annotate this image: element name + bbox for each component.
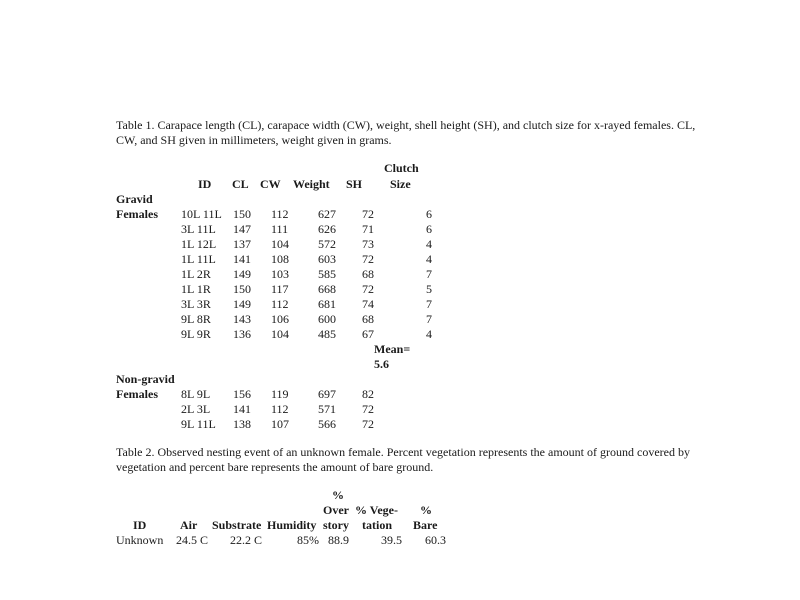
gravid-cell-id: 3L 11L (181, 222, 216, 236)
t2-header-bare-line1: % (420, 503, 432, 517)
nongravid-cell-id: 8L 9L (181, 387, 211, 401)
nongravid-label: Non-gravid (116, 372, 175, 386)
nongravid-cell-weight: 697 (318, 387, 336, 401)
t1-header-sh: SH (346, 177, 363, 191)
gravid-cell-sh: 68 (362, 312, 374, 326)
nongravid-cell-cl: 138 (233, 417, 251, 431)
gravid-cell-sh: 74 (362, 297, 374, 311)
gravid-cell-cw: 104 (271, 237, 289, 251)
gravid-cell-sh: 73 (362, 237, 374, 251)
t1-header-cl: CL (232, 177, 249, 191)
gravid-cell-clutch: 7 (426, 267, 432, 281)
gravid-cell-cw: 108 (271, 252, 289, 266)
gravid-cell-sh: 68 (362, 267, 374, 281)
gravid-cell-id: 1L 1R (181, 282, 211, 296)
gravid-cell-id: 1L 2R (181, 267, 211, 281)
gravid-cell-clutch: 7 (426, 297, 432, 311)
gravid-cell-sh: 72 (362, 252, 374, 266)
gravid-cell-sh: 71 (362, 222, 374, 236)
gravid-cell-cw: 112 (271, 297, 289, 311)
t2-header-overstory-line3: story (323, 518, 349, 532)
gravid-cell-id: 9L 8R (181, 312, 211, 326)
t2-cell-vegetation: 39.5 (381, 533, 402, 547)
t2-cell-id: Unknown (116, 533, 164, 547)
nongravid-cell-cl: 156 (233, 387, 251, 401)
nongravid-cell-sh: 72 (362, 402, 374, 416)
gravid-cell-id: 10L 11L (181, 207, 222, 221)
t1-header-clutch-line2: Size (390, 177, 411, 191)
gravid-cell-weight: 485 (318, 327, 336, 341)
gravid-cell-cw: 117 (271, 282, 289, 296)
t2-header-overstory-line2: Over (323, 503, 349, 517)
gravid-cell-sh: 72 (362, 207, 374, 221)
gravid-cell-cw: 103 (271, 267, 289, 281)
gravid-cell-weight: 681 (318, 297, 336, 311)
t1-header-clutch-line1: Clutch (384, 161, 419, 175)
nongravid-cell-sh: 82 (362, 387, 374, 401)
gravid-label-2: Females (116, 207, 158, 221)
nongravid-cell-weight: 571 (318, 402, 336, 416)
gravid-cell-cl: 137 (233, 237, 251, 251)
gravid-cell-clutch: 5 (426, 282, 432, 296)
t1-header-id: ID (198, 177, 212, 191)
gravid-cell-cl: 150 (233, 207, 251, 221)
gravid-cell-cl: 149 (233, 297, 251, 311)
gravid-cell-clutch: 4 (426, 237, 432, 251)
gravid-cell-cw: 106 (271, 312, 289, 326)
gravid-cell-clutch: 4 (426, 252, 432, 266)
gravid-cell-cw: 111 (271, 222, 289, 236)
t1-header-weight: Weight (293, 177, 330, 191)
t2-header-humidity: Humidity (267, 518, 317, 532)
gravid-cell-clutch: 4 (426, 327, 432, 341)
t2-cell-overstory: 88.9 (328, 533, 349, 547)
nongravid-cell-cl: 141 (233, 402, 251, 416)
gravid-cell-weight: 668 (318, 282, 336, 296)
gravid-cell-id: 1L 12L (181, 237, 217, 251)
t2-header-id: ID (133, 518, 147, 532)
gravid-cell-cl: 149 (233, 267, 251, 281)
t1-header-cw: CW (260, 177, 281, 191)
gravid-cell-cl: 141 (233, 252, 251, 266)
gravid-cell-cl: 143 (233, 312, 251, 326)
gravid-cell-id: 3L 3R (181, 297, 211, 311)
t2-cell-substrate: 22.2 C (230, 533, 263, 547)
nongravid-label-2: Females (116, 387, 158, 401)
gravid-cell-id: 1L 11L (181, 252, 216, 266)
gravid-cell-cw: 104 (271, 327, 289, 341)
mean-value: 5.6 (374, 357, 389, 371)
gravid-cell-weight: 627 (318, 207, 336, 221)
t2-header-vegetation-line1: % Vege- (355, 503, 398, 517)
gravid-cell-clutch: 7 (426, 312, 432, 326)
nongravid-cell-id: 2L 3L (181, 402, 211, 416)
gravid-cell-clutch: 6 (426, 222, 432, 236)
gravid-cell-weight: 603 (318, 252, 336, 266)
t2-header-substrate: Substrate (212, 518, 262, 532)
t2-cell-bare: 60.3 (425, 533, 446, 547)
gravid-cell-weight: 572 (318, 237, 336, 251)
t2-cell-air: 24.5 C (176, 533, 209, 547)
gravid-cell-cl: 136 (233, 327, 251, 341)
gravid-cell-id: 9L 9R (181, 327, 211, 341)
gravid-cell-weight: 585 (318, 267, 336, 281)
t2-header-overstory-line1: % (332, 488, 344, 502)
nongravid-cell-sh: 72 (362, 417, 374, 431)
gravid-label: Gravid (116, 192, 153, 206)
t2-cell-humidity: 85% (297, 533, 319, 547)
gravid-cell-cl: 150 (233, 282, 251, 296)
nongravid-cell-id: 9L 11L (181, 417, 216, 431)
gravid-cell-weight: 626 (318, 222, 336, 236)
gravid-cell-sh: 72 (362, 282, 374, 296)
nongravid-cell-cw: 107 (271, 417, 289, 431)
nongravid-cell-cw: 112 (271, 402, 289, 416)
nongravid-cell-weight: 566 (318, 417, 336, 431)
table1-caption: Table 1. Carapace length (CL), carapace width (CW), weight, shell height (SH), and clutch size for x-rayed females. CL, CW, and SH given in millimeters, weight given in grams. (116, 118, 696, 147)
gravid-cell-cw: 112 (271, 207, 289, 221)
t2-header-bare-line2: Bare (413, 518, 438, 532)
gravid-cell-clutch: 6 (426, 207, 432, 221)
nongravid-cell-cw: 119 (271, 387, 289, 401)
table2-caption: Table 2. Observed nesting event of an unknown female. Percent vegetation represents the amount of ground covered by vegetation and percent bare represents the amount of bare ground. (116, 445, 690, 474)
t2-header-vegetation-line2: tation (362, 518, 392, 532)
gravid-cell-cl: 147 (233, 222, 251, 236)
mean-label: Mean= (374, 342, 411, 356)
gravid-cell-sh: 67 (362, 327, 374, 341)
gravid-cell-weight: 600 (318, 312, 336, 326)
t2-header-air: Air (180, 518, 198, 532)
